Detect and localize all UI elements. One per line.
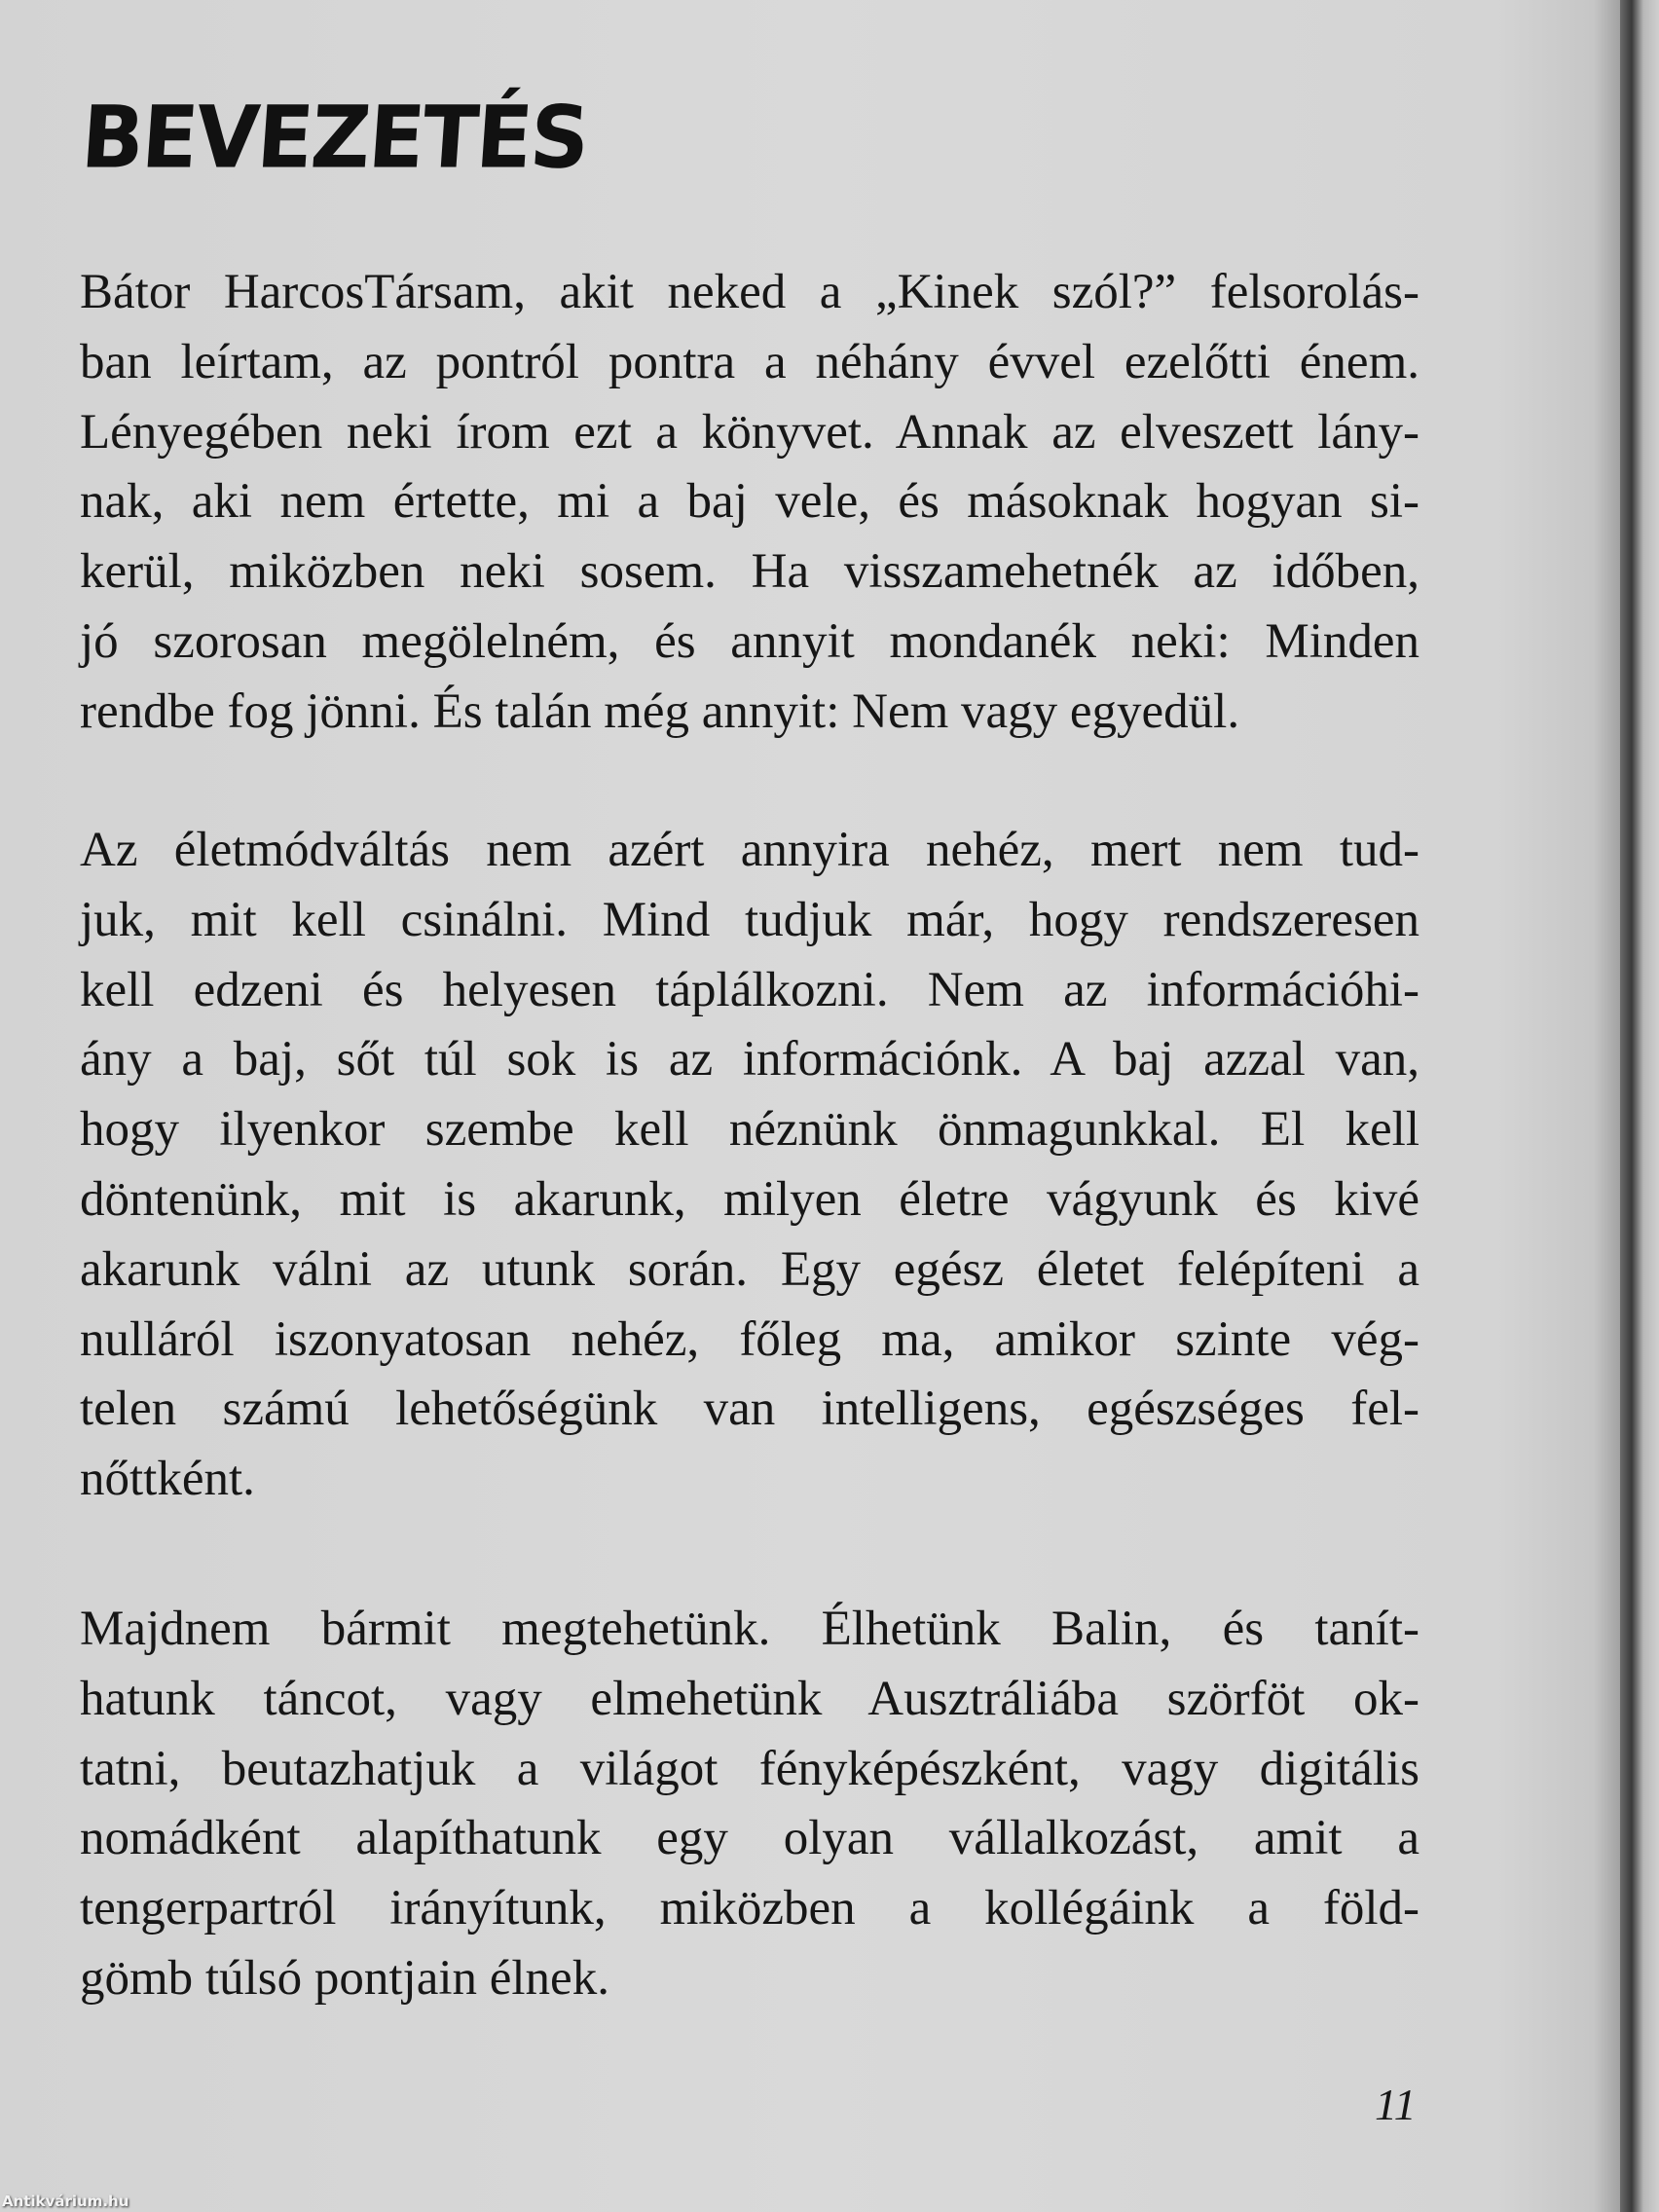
text-line: hogy ilyenkor szembe kell néznünk önmagunkkal. El kell	[80, 1102, 1419, 1158]
text-line: Majdnem bármit megtehetünk. Élhetünk Balin, és tanít-	[80, 1602, 1419, 1656]
text-line: akarunk válni az utunk során. Egy egész életet felépíteni a	[80, 1241, 1419, 1297]
text-line: tengerpartról irányítunk, miközben a kollégáink a föld-	[80, 1881, 1419, 1936]
text-line: nőttként.	[80, 1452, 255, 1507]
page-edge	[1620, 0, 1659, 2212]
text-line: juk, mit kell csinálni. Mind tudjuk már, hogy rendszeresen	[80, 892, 1419, 947]
text-line: jó szorosan megölelném, és annyit mondanék neki: Minden	[80, 613, 1419, 669]
page-number: 11	[1375, 2080, 1417, 2129]
paragraph-1	[80, 258, 1419, 748]
text-line: hatunk táncot, vagy elmehetünk Ausztráliába szörföt ok-	[80, 1671, 1419, 1726]
watermark: Antikvárium.hu	[2, 2193, 129, 2210]
paragraph-2	[80, 816, 1419, 1515]
text-line: Bátor HarcosTársam, akit neked a „Kinek szól?” felsorolás-	[80, 265, 1419, 319]
text-line: Az életmódváltás nem azért annyira nehéz, mert nem tud-	[80, 823, 1419, 877]
text-line: rendbe fog jönni. És talán még annyit: Nem vagy egyedül.	[80, 683, 1240, 739]
text-line: döntenünk, mit is akarunk, milyen életre vágyunk és kivé	[80, 1171, 1419, 1227]
paragraph-3	[80, 1595, 1419, 2014]
text-line: kell edzeni és helyesen táplálkozni. Nem az információhi-	[80, 962, 1419, 1017]
text-line: telen számú lehetőségünk van intelligens, egészséges fel-	[80, 1382, 1419, 1437]
text-line: kerül, miközben neki sosem. Ha visszamehetnék az időben,	[80, 544, 1419, 600]
chapter-title: BEVEZETÉS	[78, 87, 591, 188]
text-line: ban leírtam, az pontról pontra a néhány évvel ezelőtti énem.	[80, 334, 1419, 389]
text-line: Lényegében neki írom ezt a könyvet. Annak az elveszett lány-	[80, 404, 1419, 460]
text-line: tatni, beutazhatjuk a világot fényképészként, vagy digitális	[80, 1741, 1419, 1796]
text-line: gömb túlsó pontjain élnek.	[80, 1950, 609, 2006]
text-line: ány a baj, sőt túl sok is az információnk. A baj azzal van,	[80, 1032, 1419, 1088]
text-line: nomádként alapíthatunk egy olyan vállalkozást, amit a	[80, 1811, 1419, 1866]
text-line: nulláról iszonyatosan nehéz, főleg ma, amikor szinte vég-	[80, 1311, 1419, 1367]
text-line: nak, aki nem értette, mi a baj vele, és másoknak hogyan si-	[80, 474, 1419, 530]
